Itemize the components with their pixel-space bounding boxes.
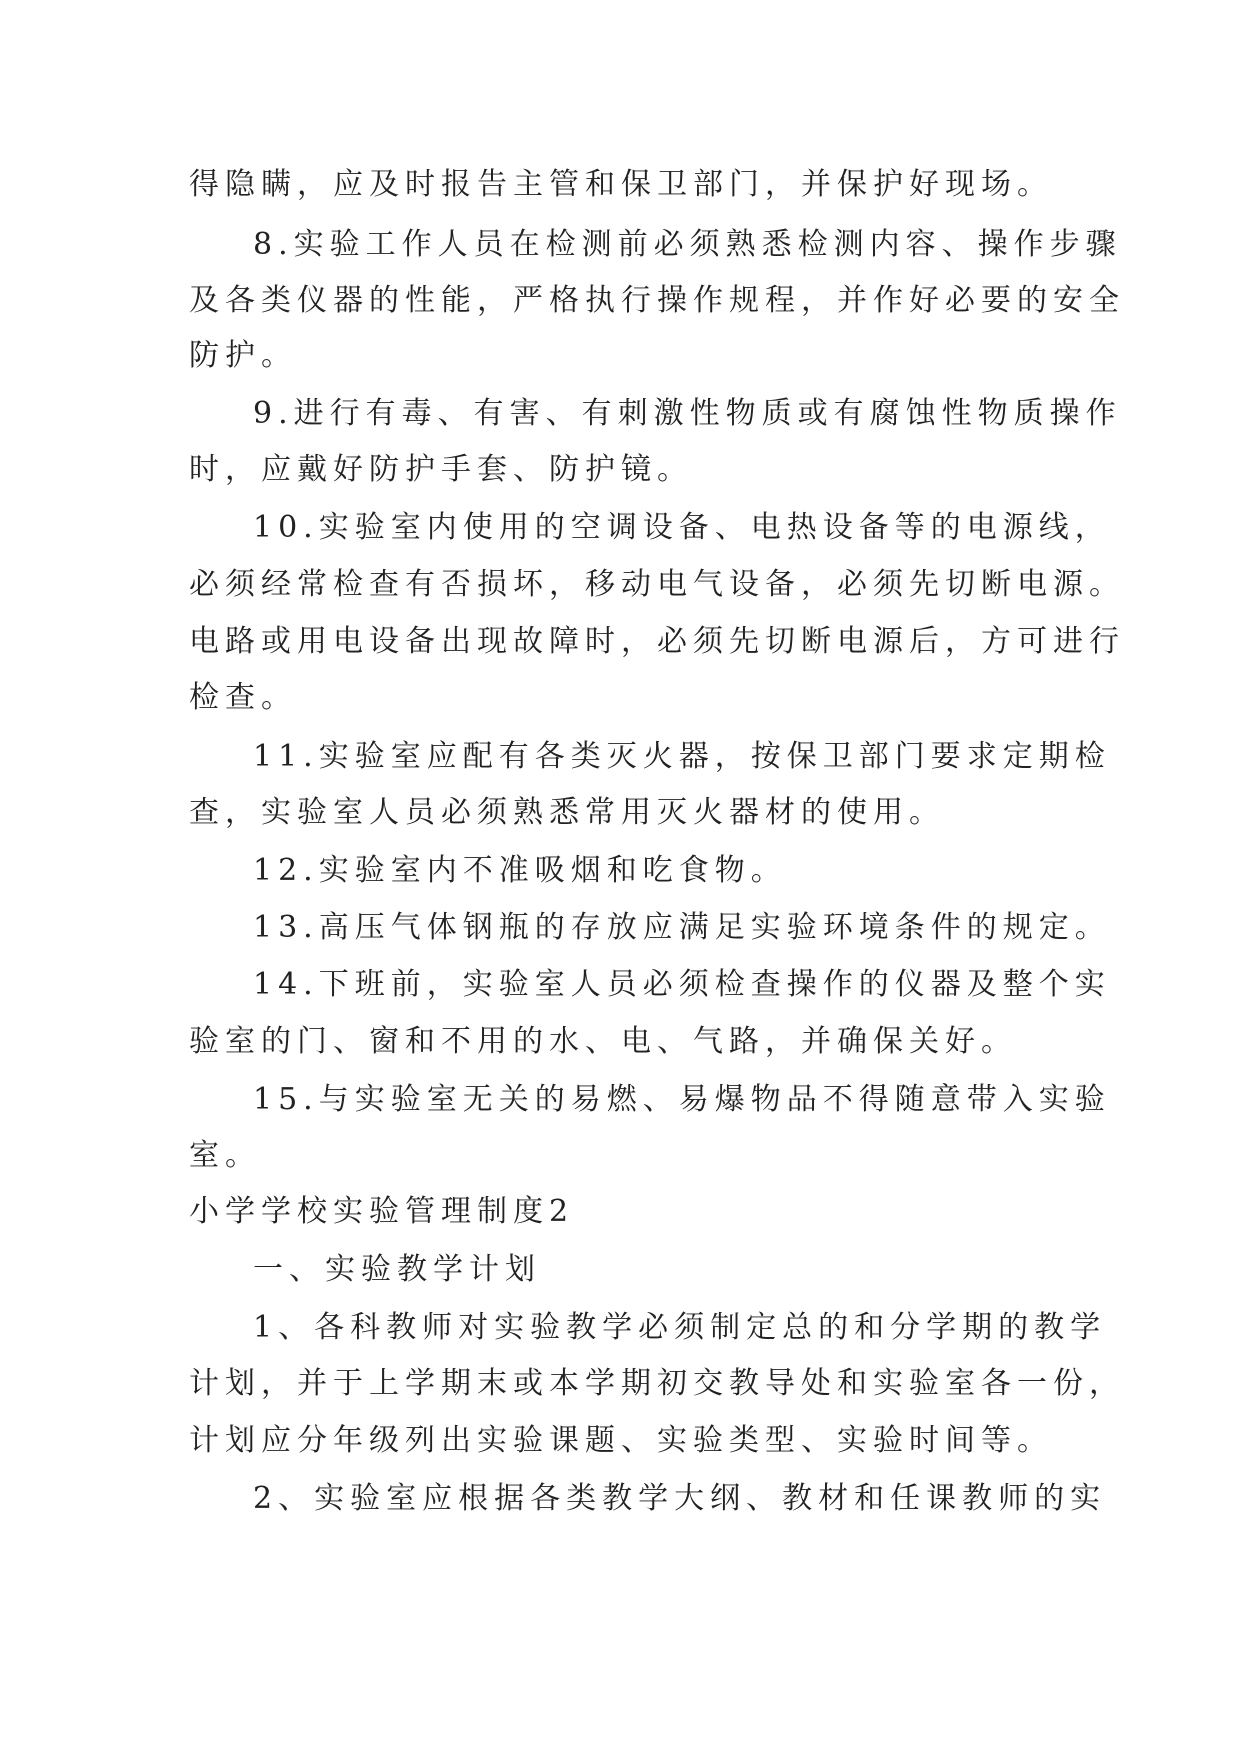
text-line: 1、各科教师对实验教学必须制定总的和分学期的教学 bbox=[253, 1310, 1107, 1345]
text-line: 2、实验室应根据各类教学大纲、教材和任课教师的实 bbox=[253, 1481, 1107, 1516]
text-line: 13.高压气体钢瓶的存放应满足实验环境条件的规定。 bbox=[253, 910, 1111, 945]
text-line: 12.实验室内不准吸烟和吃食物。 bbox=[253, 853, 787, 888]
text-line: 验室的门、窗和不用的水、电、气路，并确保关好。 bbox=[189, 1024, 1017, 1059]
text-line: 14.下班前，实验室人员必须检查操作的仪器及整个实 bbox=[253, 967, 1111, 1002]
text-line: 防护。 bbox=[189, 338, 297, 373]
text-line: 检查。 bbox=[189, 680, 297, 715]
section-heading: 小学学校实验管理制度2 bbox=[189, 1194, 575, 1229]
text-line: 11.实验室应配有各类灭火器，按保卫部门要求定期检 bbox=[253, 739, 1111, 774]
text-line: 得隐瞒，应及时报告主管和保卫部门，并保护好现场。 bbox=[189, 167, 1053, 202]
text-line: 室。 bbox=[189, 1138, 261, 1173]
text-line: 计划应分年级列出实验课题、实验类型、实验时间等。 bbox=[189, 1423, 1053, 1458]
text-line: 及各类仪器的性能，严格执行操作规程，并作好必要的安全 bbox=[189, 283, 1125, 318]
text-line: 电路或用电设备出现故障时，必须先切断电源后，方可进行 bbox=[189, 624, 1125, 659]
text-line: 计划，并于上学期末或本学期初交教导处和实验室各一份， bbox=[189, 1366, 1125, 1401]
text-line: 8.实验工作人员在检测前必须熟悉检测内容、操作步骤 bbox=[253, 227, 1122, 262]
text-line: 10.实验室内使用的空调设备、电热设备等的电源线， bbox=[253, 510, 1111, 545]
text-line: 查，实验室人员必须熟悉常用灭火器材的使用。 bbox=[189, 795, 945, 830]
text-line: 时，应戴好防护手套、防护镜。 bbox=[189, 452, 693, 487]
text-line: 9.进行有毒、有害、有刺激性物质或有腐蚀性物质操作 bbox=[253, 396, 1122, 431]
text-line: 必须经常检查有否损坏，移动电气设备，必须先切断电源。 bbox=[189, 567, 1125, 602]
text-line: 15.与实验室无关的易燃、易爆物品不得随意带入实验 bbox=[253, 1082, 1111, 1117]
subsection-heading: 一、实验教学计划 bbox=[253, 1252, 541, 1287]
